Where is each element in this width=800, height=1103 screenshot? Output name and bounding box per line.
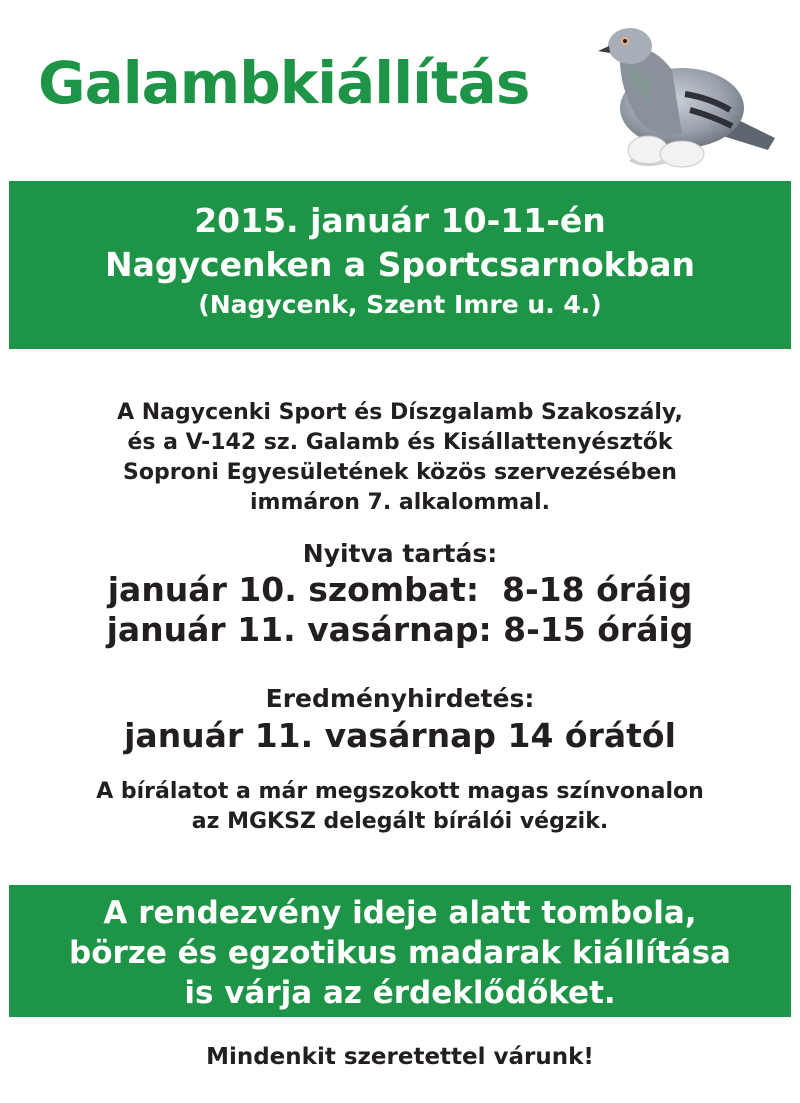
judging-text	[0, 777, 800, 837]
event-info-banner	[9, 181, 791, 349]
organizers-line: Soproni Egyesületének közös szervezésében	[123, 460, 677, 485]
page-title: Galambkiállítás	[38, 49, 530, 117]
opening-hours-line: január 11. vasárnap: 8-15 óráig	[106, 610, 694, 649]
judging-line: A bírálatot a már megszokott magas színvonalon	[96, 779, 704, 804]
results-heading: Eredményhirdetés:	[265, 684, 535, 713]
opening-hours-list	[0, 570, 800, 650]
event-date: 2015. január 10-11-én	[194, 201, 606, 240]
extras-line: börze és egzotikus madarak kiállítása	[69, 935, 731, 971]
judging-line: az MGKSZ delegált bírálói végzik.	[191, 809, 609, 834]
pigeon-icon	[590, 10, 785, 175]
closing-message: Mindenkit szeretettel várunk!	[206, 1044, 594, 1070]
organizers-line: immáron 7. alkalommal.	[250, 490, 550, 515]
event-address: (Nagycenk, Szent Imre u. 4.)	[198, 290, 602, 319]
organizers-line: és a V-142 sz. Galamb és Kisállattenyésztők	[127, 430, 673, 455]
extras-line: is várja az érdeklődőket.	[184, 975, 616, 1011]
event-venue: Nagycenken a Sportcsarnokban	[105, 245, 695, 284]
extras-line: A rendezvény ideje alatt tombola,	[103, 895, 697, 931]
opening-hours-line: január 10. szombat: 8-18 óráig	[107, 570, 693, 609]
extras-banner	[9, 885, 791, 1017]
organizers-text	[0, 398, 800, 518]
organizers-line: A Nagycenki Sport és Díszgalamb Szakoszály,	[117, 400, 683, 425]
opening-hours-heading: Nyitva tartás:	[302, 539, 498, 568]
results-time: január 11. vasárnap 14 órától	[124, 716, 676, 755]
